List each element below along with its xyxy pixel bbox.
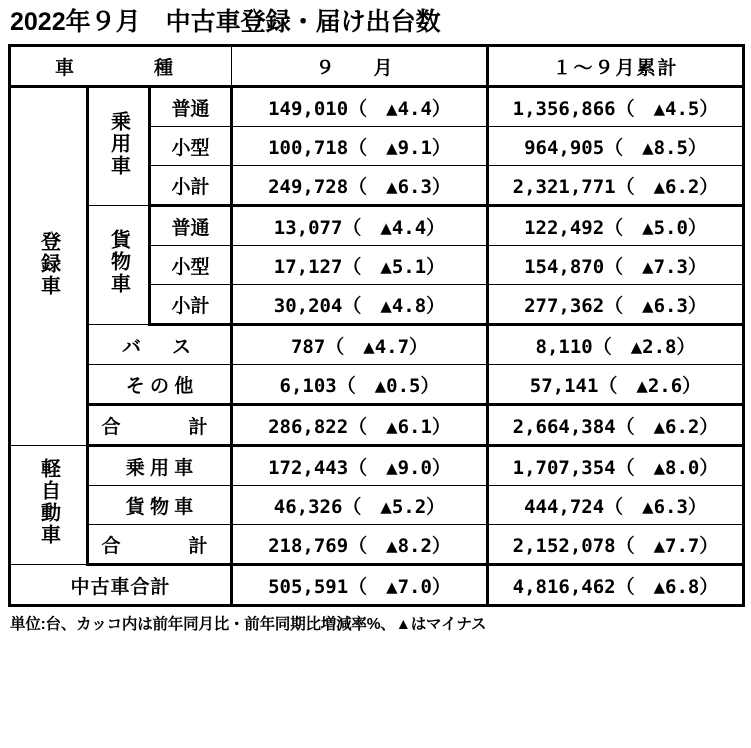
value-cumulative: 2,664,384（ ▲6.2） — [488, 405, 744, 446]
value-month: 6,103（ ▲0.5） — [232, 365, 488, 405]
group-label-freight: 貨物車 — [88, 206, 150, 325]
group-label-registered: 登録車 — [10, 87, 88, 446]
header-category: 車 種 — [10, 46, 232, 87]
value-cumulative: 2,321,771（ ▲6.2） — [488, 166, 744, 206]
value-cumulative: 2,152,078（ ▲7.7） — [488, 525, 744, 565]
table-row — [10, 565, 744, 606]
row-label-kogata: 小型 — [150, 127, 232, 166]
table-row — [10, 446, 744, 486]
row-label-futsu: 普通 — [150, 206, 232, 246]
row-label-registered-total: 合 計 — [88, 405, 232, 446]
table-row — [10, 87, 744, 127]
value-month: 13,077（ ▲4.4） — [232, 206, 488, 246]
value-month: 172,443（ ▲9.0） — [232, 446, 488, 486]
row-label-kei-total: 合 計 — [88, 525, 232, 565]
value-cumulative: 277,362（ ▲6.3） — [488, 285, 744, 325]
used-car-registration-table — [8, 44, 745, 607]
row-label-futsu: 普通 — [150, 87, 232, 127]
row-label-kei-passenger: 乗 用 車 — [88, 446, 232, 486]
value-month: 30,204（ ▲4.8） — [232, 285, 488, 325]
header-month: ９ 月 — [232, 46, 488, 87]
value-cumulative: 57,141（ ▲2.6） — [488, 365, 744, 405]
table-row — [10, 325, 744, 365]
value-cumulative: 964,905（ ▲8.5） — [488, 127, 744, 166]
value-month: 17,127（ ▲5.1） — [232, 246, 488, 285]
row-label-other: そ の 他 — [88, 365, 232, 405]
value-month: 149,010（ ▲4.4） — [232, 87, 488, 127]
value-month: 505,591（ ▲7.0） — [232, 565, 488, 606]
group-label-kei: 軽自動車 — [10, 446, 88, 565]
table-header-row — [10, 46, 744, 87]
row-label-kei-freight: 貨 物 車 — [88, 486, 232, 525]
table-footnote: 単位:台、カッコ内は前年同月比・前年同期比増減率%、▲はマイナス — [10, 616, 487, 633]
table-row — [10, 486, 744, 525]
group-label-passenger: 乗用車 — [88, 87, 150, 206]
row-label-kogata: 小型 — [150, 246, 232, 285]
row-label-bus: バ ス — [88, 325, 232, 365]
value-month: 46,326（ ▲5.2） — [232, 486, 488, 525]
value-cumulative: 8,110（ ▲2.8） — [488, 325, 744, 365]
value-month: 218,769（ ▲8.2） — [232, 525, 488, 565]
table-row — [10, 206, 744, 246]
value-month: 286,822（ ▲6.1） — [232, 405, 488, 446]
row-label-subtotal: 小計 — [150, 166, 232, 206]
value-cumulative: 154,870（ ▲7.3） — [488, 246, 744, 285]
value-cumulative: 4,816,462（ ▲6.8） — [488, 565, 744, 606]
table-row — [10, 525, 744, 565]
value-cumulative: 1,707,354（ ▲8.0） — [488, 446, 744, 486]
value-cumulative: 444,724（ ▲6.3） — [488, 486, 744, 525]
page-title: 2022年９月 中古車登録・届け出台数 — [10, 8, 441, 36]
value-month: 787（ ▲4.7） — [232, 325, 488, 365]
value-month: 249,728（ ▲6.3） — [232, 166, 488, 206]
table-row — [10, 365, 744, 405]
value-month: 100,718（ ▲9.1） — [232, 127, 488, 166]
row-label-subtotal: 小計 — [150, 285, 232, 325]
value-cumulative: 122,492（ ▲5.0） — [488, 206, 744, 246]
value-cumulative: 1,356,866（ ▲4.5） — [488, 87, 744, 127]
row-label-grand-total: 中古車合計 — [10, 565, 232, 606]
table-row — [10, 405, 744, 446]
header-cumulative: １〜９月累計 — [488, 46, 744, 87]
